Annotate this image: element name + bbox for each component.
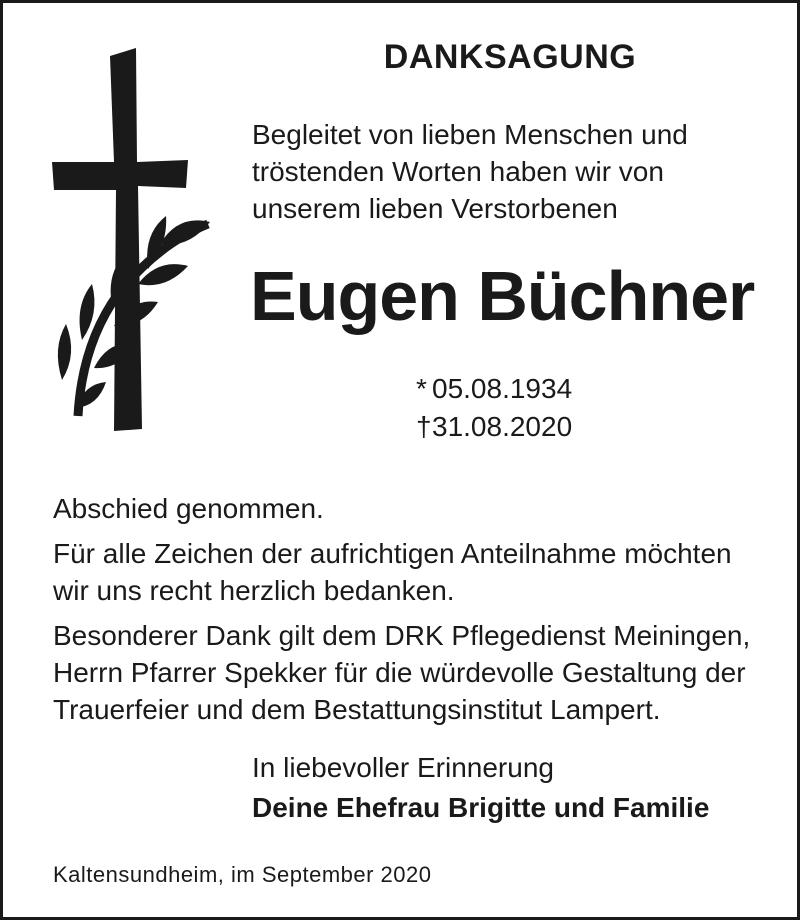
paragraph-line: Herrn Pfarrer Spekker für die würdevolle Gestaltung der xyxy=(53,657,746,688)
paragraph-farewell: Abschied genommen. xyxy=(53,493,324,524)
birth-star-icon: * xyxy=(416,373,427,404)
intro-text xyxy=(252,116,772,227)
intro-line: Begleitet von lieben Menschen und xyxy=(252,119,688,150)
intro-line: tröstenden Worten haben wir von xyxy=(252,156,664,187)
life-dates xyxy=(416,370,572,446)
paragraph-line: wir uns recht herzlich bedanken. xyxy=(53,575,455,606)
death-date-row xyxy=(416,408,572,446)
birth-date: 05.08.1934 xyxy=(432,373,573,404)
deceased-name: Eugen Büchner xyxy=(250,257,755,335)
paragraph-thanks xyxy=(53,535,773,609)
closing-phrase: In liebevoller Erinnerung xyxy=(252,752,554,783)
paragraph-line: Für alle Zeichen der aufrichtigen Anteilnahme möchten xyxy=(53,538,732,569)
paragraph-special-thanks xyxy=(53,617,773,728)
birth-date-row xyxy=(416,370,572,408)
signature: Deine Ehefrau Brigitte und Familie xyxy=(252,792,710,823)
notice-heading: DANKSAGUNG xyxy=(383,38,637,76)
paragraph-line: Besonderer Dank gilt dem DRK Pflegedienst Meiningen, xyxy=(53,620,751,651)
place-and-date: Kaltensundheim, im September 2020 xyxy=(53,862,432,887)
death-dagger-icon: † xyxy=(416,411,432,442)
notice-body xyxy=(53,490,773,736)
intro-line: unserem lieben Verstorbenen xyxy=(252,193,618,224)
death-date: 31.08.2020 xyxy=(432,411,573,442)
cross-with-branch-icon xyxy=(48,44,223,439)
paragraph-line: Trauerfeier und dem Bestattungsinstitut Lampert. xyxy=(53,694,661,725)
